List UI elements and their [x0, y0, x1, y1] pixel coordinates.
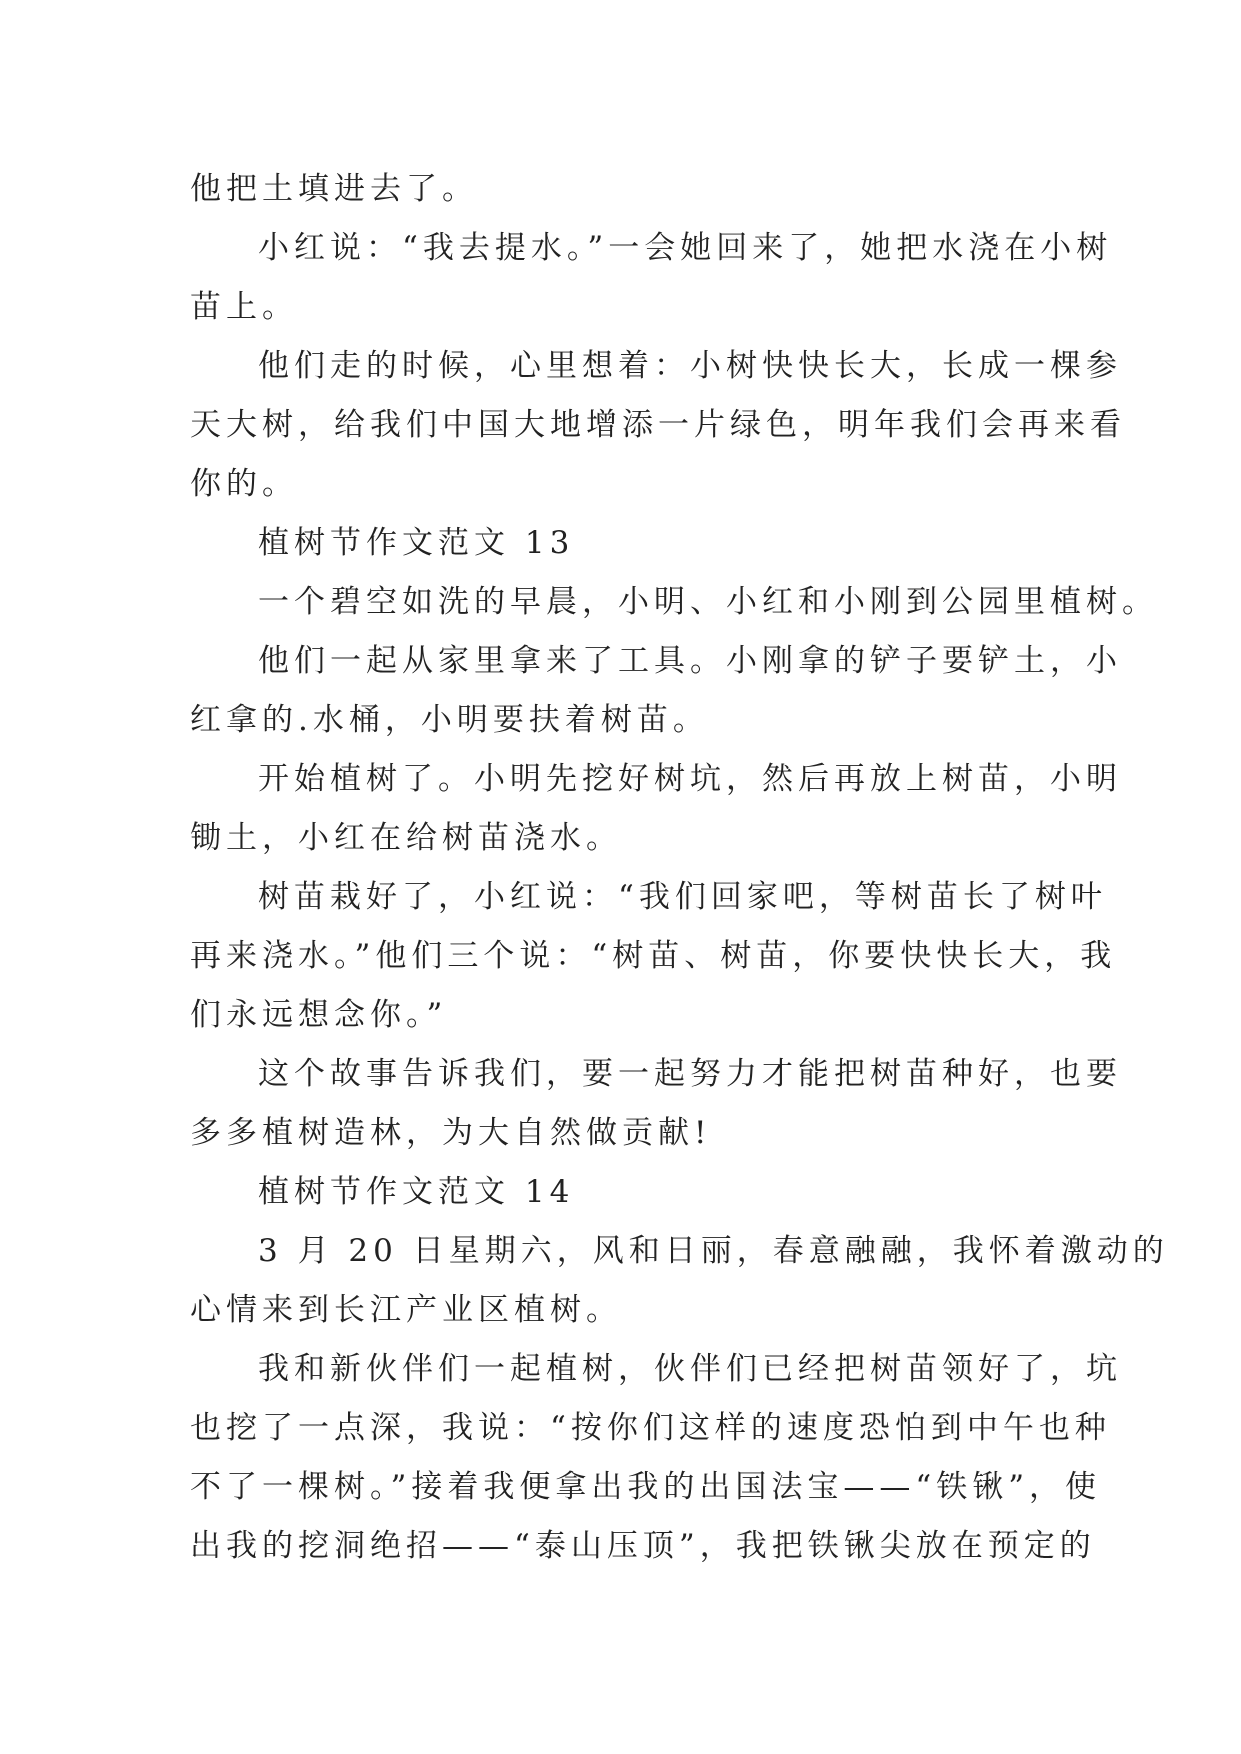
paragraph-start: 小红说：“我去提水。”一会她回来了，她把水浇在小树 — [258, 230, 1113, 266]
text-line: 心情来到长江产业区植树。 — [190, 1292, 622, 1328]
text-line: 红拿的.水桶，小明要扶着树苗。 — [190, 702, 709, 738]
text-line: 苗上。 — [190, 289, 298, 325]
paragraph-start: 他们走的时候，心里想着：小树快快长大，长成一棵参 — [258, 348, 1122, 384]
paragraph-start: 这个故事告诉我们，要一起努力才能把树苗种好，也要 — [258, 1056, 1122, 1092]
paragraph-start: 他们一起从家里拿来了工具。小刚拿的铲子要铲土，小 — [258, 643, 1122, 679]
text-line: 不了一棵树。”接着我便拿出我的出国法宝——“铁锹”，使 — [190, 1469, 1102, 1505]
section-heading: 植树节作文范文 13 — [258, 525, 575, 561]
text-line: 们永远想念你。” — [190, 997, 448, 1033]
text-line: 天大树，给我们中国大地增添一片绿色，明年我们会再来看 — [190, 407, 1126, 443]
text-line: 再来浇水。”他们三个说：“树苗、树苗，你要快快长大，我 — [190, 938, 1117, 974]
text-line: 锄土，小红在给树苗浇水。 — [190, 820, 622, 856]
text-line: 他把土填进去了。 — [190, 171, 478, 207]
text-line: 也挖了一点深，我说：“按你们这样的速度恐怕到中午也种 — [190, 1410, 1111, 1446]
paragraph-start: 一个碧空如洗的早晨，小明、小红和小刚到公园里植树。 — [258, 584, 1158, 620]
paragraph-start: 我和新伙伴们一起植树，伙伴们已经把树苗领好了，坑 — [258, 1351, 1122, 1387]
paragraph-start: 树苗栽好了，小红说：“我们回家吧，等树苗长了树叶 — [258, 879, 1107, 915]
text-line: 多多植树造林，为大自然做贡献! — [190, 1115, 712, 1151]
text-line: 出我的挖洞绝招——“泰山压顶”，我把铁锹尖放在预定的 — [190, 1528, 1096, 1564]
text-line: 你的。 — [190, 466, 298, 502]
paragraph-start: 开始植树了。小明先挖好树坑，然后再放上树苗，小明 — [258, 761, 1122, 797]
paragraph-start: 3 月 20 日星期六，风和日丽，春意融融，我怀着激动的 — [258, 1233, 1169, 1269]
section-heading: 植树节作文范文 14 — [258, 1174, 575, 1210]
document-body — [190, 160, 1169, 1576]
